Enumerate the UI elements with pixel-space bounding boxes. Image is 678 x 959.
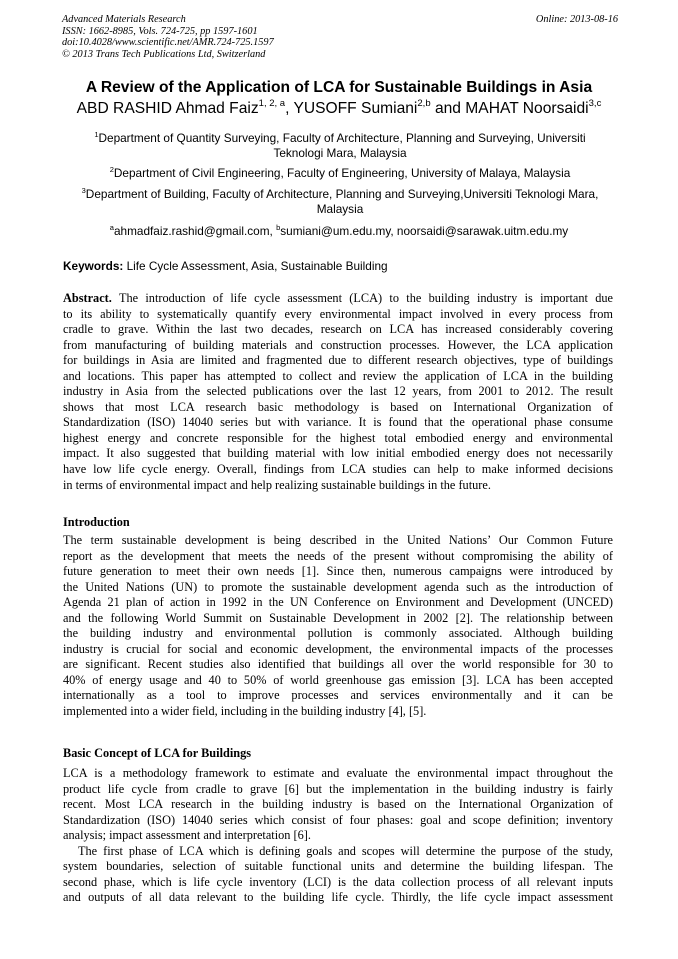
affiliation-2: [62, 166, 618, 181]
basic-concept-body: [63, 766, 613, 906]
author-emails: [0, 224, 678, 239]
journal-name: Advanced Materials Research: [62, 14, 186, 25]
introduction-line: 40% of energy usage and 40 to 50% of world greenhouse gas emission [3]. LCA has been accepted: [63, 672, 613, 687]
email-marker: b: [276, 223, 281, 232]
affiliation-1: [62, 131, 618, 161]
introduction-line: implemented into a wider field, including in the building industry [4], [5].: [63, 704, 427, 719]
introduction-body: [63, 533, 613, 720]
basic-concept-line: second phase, which is life cycle inventory (LCI) is the data collection process of all relevant inputs: [63, 874, 613, 889]
journal-copyright: © 2013 Trans Tech Publications Ltd, Switzerland: [62, 48, 266, 60]
author-superscript: 2,b: [417, 98, 431, 109]
abstract-line: have low life cycle energy. Overall, findings from LCA studies can help to make informed decisions: [63, 462, 613, 477]
affiliation-3: [62, 187, 618, 217]
introduction-line: internationally as a tool to improve processes and services environmentally and it can be: [63, 688, 613, 703]
email-text: ahmadfaiz.rashid@gmail.com,: [113, 224, 277, 238]
introduction-line: the United Nations (UN) to promote the sustainable development agenda such as the introduction of: [63, 579, 613, 594]
email-text: sumiani@um.edu.my, noorsaidi@sarawak.uitm.edu.my: [280, 224, 569, 238]
abstract-line: Standardization (ISO) 14040 series but with variance. It is found that the operational phase consume: [63, 415, 613, 430]
keywords-text: Life Cycle Assessment, Asia, Sustainable Building: [123, 259, 388, 273]
affiliation-marker: 2: [109, 165, 114, 174]
affiliation-text: Malaysia: [316, 202, 364, 216]
abstract-line: for buildings in Asia are limited and fragmented due to different research objectives, type of buildings: [63, 353, 613, 368]
journal-doi: doi:10.4028/www.scientific.net/AMR.724-725.1597: [62, 37, 274, 49]
introduction-line: and the following World Summit on Sustainable Development in 2002 [2]. The relationship between: [63, 610, 613, 625]
abstract-line: cradle to grave. Within the last two decades, research on LCA has increased considerably covering: [63, 322, 613, 337]
email-marker: a: [109, 223, 114, 232]
introduction-line: are significant. Recent studies also identified that buildings all over the world responsible for 30 to: [63, 657, 613, 672]
abstract-label: Abstract.: [63, 291, 112, 305]
basic-concept-line: LCA is a methodology framework to estimate and evaluate the environmental impact throughout the: [63, 766, 613, 780]
journal-header: [62, 14, 618, 60]
affiliation-marker: 1: [94, 130, 99, 139]
introduction-line: the building industry and environmental pollution is commonly associated. Although building: [63, 626, 613, 641]
author-separator: ,: [285, 100, 294, 117]
author-name: MAHAT Noorsaidi: [465, 100, 589, 117]
abstract-line: from manufacturing of building materials and construction processes. However, the LCA application: [63, 337, 613, 352]
affiliation-text: Department of Civil Engineering, Faculty of Engineering, University of Malaya, Malaysia: [113, 166, 571, 180]
author-list: [0, 99, 678, 119]
keywords: [63, 259, 388, 274]
abstract-line: industry in Asia from the selected publications over the last 12 years, from 2001 to 2012. The result: [63, 384, 613, 399]
abstract-line: to its ability to systematically quantify every environmental impact involved in every process from: [63, 306, 613, 321]
affiliation-text: Teknologi Mara, Malaysia: [273, 146, 407, 160]
online-date: Online: 2013-08-16: [535, 14, 618, 25]
abstract-line: shows that most LCA research basic methodology is based on International Organization of: [63, 399, 613, 414]
affiliation-text: Department of Building, Faculty of Architecture, Planning and Surveying,Universiti Teknologi Mara,: [85, 187, 599, 201]
author-name: ABD RASHID Ahmad Faiz: [76, 100, 259, 117]
affiliation-marker: 3: [81, 186, 86, 195]
abstract-line: in terms of environmental impact and help realizing sustainable buildings in the future.: [63, 477, 491, 492]
basic-concept-line: The first phase of LCA which is defining goals and scopes will determine the purpose of the study,: [78, 843, 613, 858]
introduction-line: report as the development that meets the needs of the present without compromising the ability of: [63, 548, 613, 563]
introduction-line: The term sustainable development is being described in the United Nations’ Our Common Future: [63, 533, 613, 547]
author-separator: and: [430, 100, 466, 117]
basic-concept-line: system boundaries, selection of suitable functional units and determine the building lifespan. The: [63, 859, 613, 874]
basic-concept-line: and outputs of all data relevant to the building life cycle. Thirdly, the life cycle impact assessment: [63, 890, 613, 905]
paper-title: A Review of the Application of LCA for Sustainable Buildings in Asia: [85, 79, 593, 96]
abstract-line: The introduction of life cycle assessment (LCA) to the building industry is important due: [111, 291, 613, 305]
introduction-line: industry is crucial for social and economic development, the environmental impacts of the processes: [63, 641, 613, 656]
introduction-line: Agenda 21 plan of action in 1992 in the UN Conference on Environment and Development (UNCED): [63, 595, 613, 610]
basic-concept-heading: Basic Concept of LCA for Buildings: [63, 746, 252, 760]
introduction-line: future generation to meet their own needs [1]. Since then, numerous campaigns were introduced by: [63, 564, 613, 579]
abstract-line: highest energy and concrete responsible for the highest total embodied energy and environmental: [63, 430, 613, 445]
introduction-heading: Introduction: [63, 515, 130, 529]
author-superscript: 3,c: [588, 98, 602, 109]
author-superscript: 1, 2, a: [258, 98, 286, 109]
keywords-label: Keywords:: [63, 259, 124, 273]
basic-concept-line: Standardization (ISO) 14040 series which consist of four phases: goal and scope definition; inventory: [63, 812, 613, 827]
affiliation-text: Department of Quantity Surveying, Faculty of Architecture, Planning and Surveying, Universiti: [98, 131, 586, 145]
basic-concept-line: recent. Most LCA research in the building industry is based on the International Organization of: [63, 797, 613, 812]
author-name: YUSOFF Sumiani: [293, 100, 418, 117]
abstract-line: impact. It also suggested that building material with low initial embodied energy does not necessarily: [63, 446, 613, 461]
abstract: [63, 291, 613, 493]
basic-concept-line: product life cycle from cradle to grave [6] but the implementation in the building industry is fairly: [63, 781, 613, 796]
abstract-line: and locations. This paper has attempted to collect and review the application of LCA in the building: [63, 368, 613, 383]
basic-concept-line: analysis; impact assessment and interpretation [6].: [63, 828, 311, 843]
journal-issn: ISSN: 1662-8985, Vols. 724-725, pp 1597-1601: [62, 25, 258, 37]
